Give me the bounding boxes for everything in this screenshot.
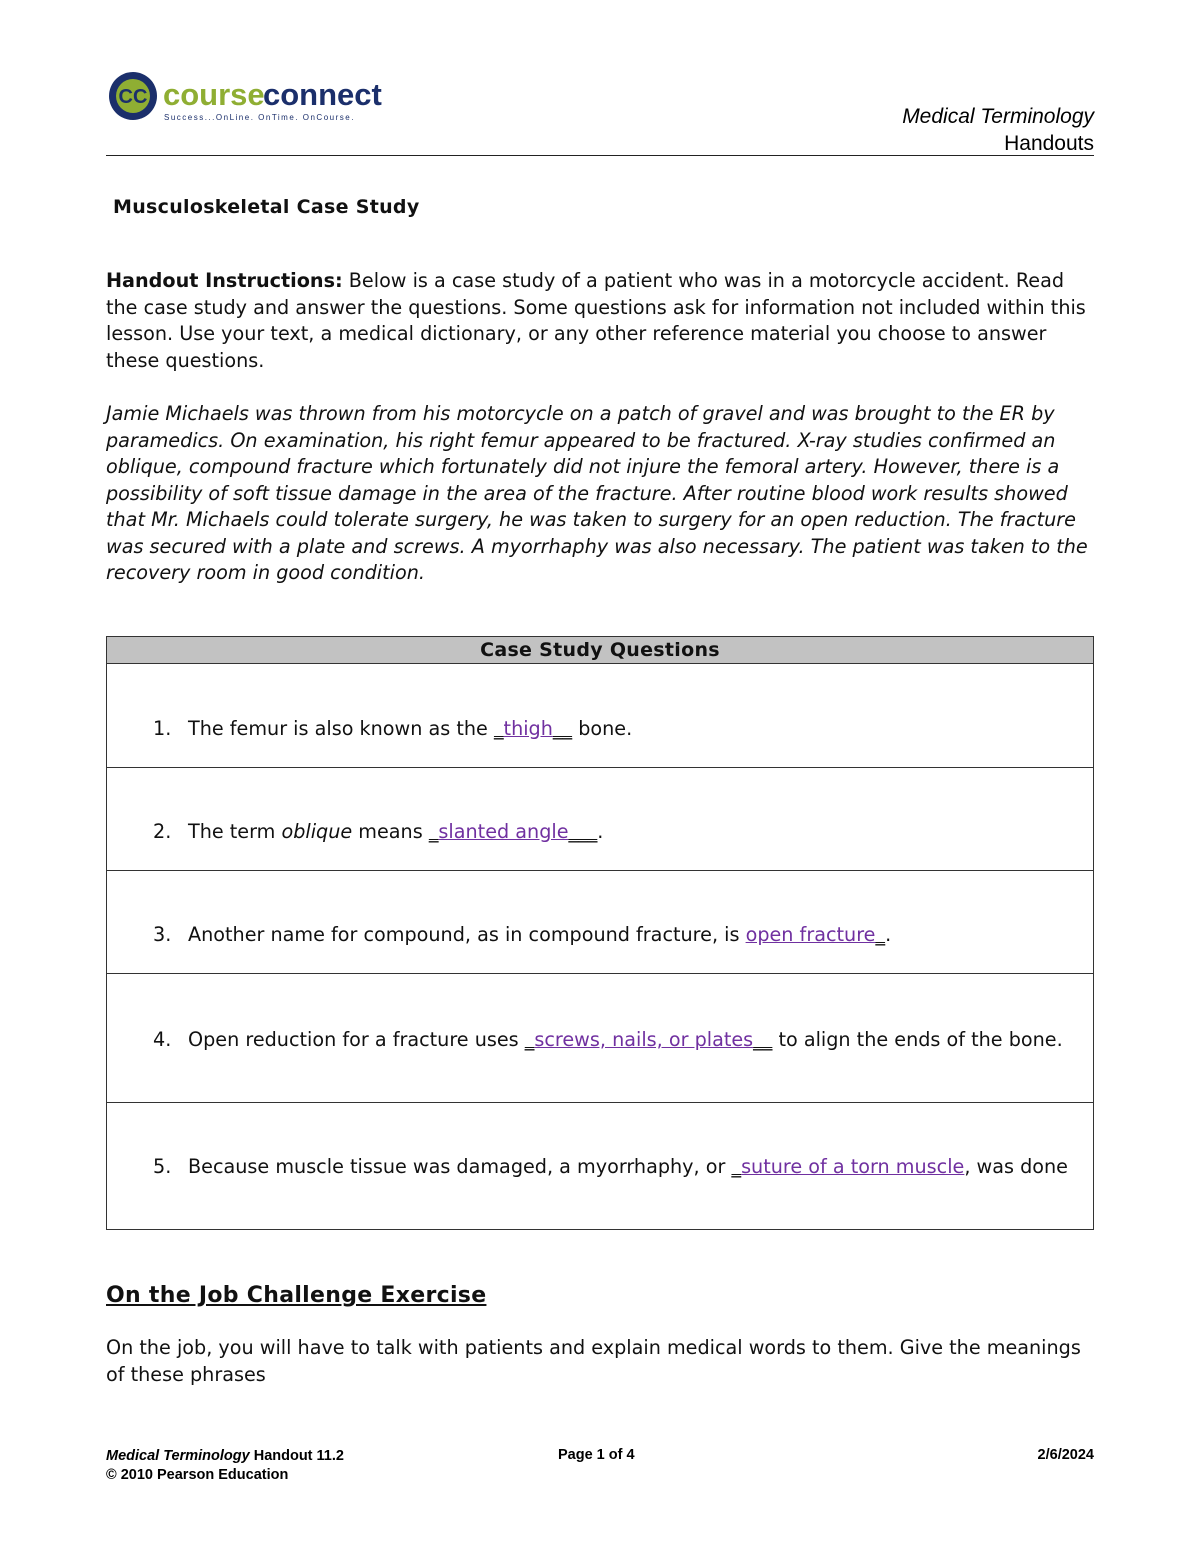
question-after: .	[885, 923, 892, 946]
answer-blank: __	[753, 1028, 773, 1051]
question-row-5	[107, 1103, 1093, 1229]
header-right	[902, 103, 1094, 157]
questions-table	[106, 636, 1094, 1230]
coursee-connect-logo	[108, 70, 388, 126]
question-text	[188, 923, 1068, 946]
footer-date: 2/6/2024	[1037, 1447, 1094, 1463]
logo-tagline: Success...OnLine. OnTime. OnCourse.	[164, 113, 355, 122]
answer-text: screws, nails, or plates	[534, 1028, 754, 1051]
question-after: , was done	[964, 1155, 1068, 1178]
question-row-2	[107, 768, 1093, 871]
question-emphasis: oblique	[281, 820, 353, 843]
answer-blank: __	[552, 717, 573, 740]
question-middle: means	[352, 820, 429, 843]
header-subject: Medical Terminology	[902, 105, 1094, 128]
question-number: 3.	[153, 923, 172, 946]
answer-blank: _	[493, 717, 504, 740]
questions-table-header: Case Study Questions	[107, 637, 1093, 664]
logo-text-connect: connect	[263, 77, 382, 112]
answer-text: slanted angle	[438, 820, 569, 843]
footer-copyright: © 2010 Pearson Education	[106, 1467, 289, 1483]
question-after: bone.	[572, 717, 633, 740]
answer-blank: _	[875, 923, 886, 946]
question-before: Another name for compound, as in compound fracture, is	[188, 923, 746, 946]
answer-text: suture of a torn muscle	[741, 1155, 965, 1178]
question-row-1	[107, 664, 1093, 768]
document-title: Musculoskeletal Case Study	[113, 196, 420, 218]
handout-instructions	[106, 268, 1096, 374]
case-study-text: Jamie Michaels was thrown from his motorcycle on a patch of gravel and was brought to the ER by paramedics. On examination, his right femur appeared to be fractured. X-ray studies confirmed an oblique, compound fracture which fortunately did not injure the femoral artery. However, there is a possibility of soft tissue damage in the area of the fracture. After routine blood work results showed that Mr. Michaels could tolerate surgery, he was taken to surgery for an open reduction. The fracture was secured with a plate and screws. A myorrhaphy was also necessary. The patient was taken to the recovery room in good condition.	[106, 402, 1088, 584]
footer-left	[106, 1447, 344, 1485]
challenge-text: On the job, you will have to talk with patients and explain medical words to them. Give the meanings of these phrases	[106, 1336, 1081, 1386]
challenge-title: On the Job Challenge Exercise	[106, 1283, 487, 1308]
question-number: 1.	[153, 717, 172, 740]
answer-text: thigh	[503, 717, 553, 740]
question-before: The femur is also known as the	[188, 717, 494, 740]
footer-handout: Handout 11.2	[249, 1448, 344, 1464]
question-row-4	[107, 974, 1093, 1103]
answer-blank: _	[428, 820, 439, 843]
question-text	[188, 1028, 1068, 1051]
answer-blank: _	[524, 1028, 535, 1051]
instructions-label: Handout Instructions:	[106, 269, 343, 292]
question-before: The term	[188, 820, 282, 843]
logo-mark-text: CC	[118, 86, 148, 108]
answer-blank: _	[731, 1155, 742, 1178]
answer-text: open fracture	[745, 923, 876, 946]
question-row-3	[107, 871, 1093, 974]
question-text	[188, 1155, 1068, 1178]
question-number: 4.	[153, 1028, 172, 1051]
answer-blank: ___	[568, 820, 598, 843]
header-section: Handouts	[1004, 132, 1094, 155]
question-before: Because muscle tissue was damaged, a myorrhaphy, or	[188, 1155, 732, 1178]
footer-page-number: Page 1 of 4	[558, 1447, 635, 1463]
question-number: 2.	[153, 820, 172, 843]
question-before: Open reduction for a fracture uses	[188, 1028, 525, 1051]
instructions-text: Below is a case study of a patient who was in a motorcycle accident. Read the case study and answer the questions. Some questions ask for information not included within this lesson. Use your text, a medical dictionary, or any other reference material you choose to answer these questions.	[106, 269, 1086, 372]
question-after: .	[597, 820, 604, 843]
header-divider	[106, 155, 1094, 156]
footer-course-name: Medical Terminology	[106, 1448, 250, 1464]
question-text	[188, 717, 1068, 740]
question-after: to align the ends of the bone.	[772, 1028, 1063, 1051]
question-number: 5.	[153, 1155, 172, 1178]
question-text	[188, 820, 1068, 843]
footer-course-line	[106, 1447, 344, 1466]
logo-text-course: course	[163, 77, 265, 112]
